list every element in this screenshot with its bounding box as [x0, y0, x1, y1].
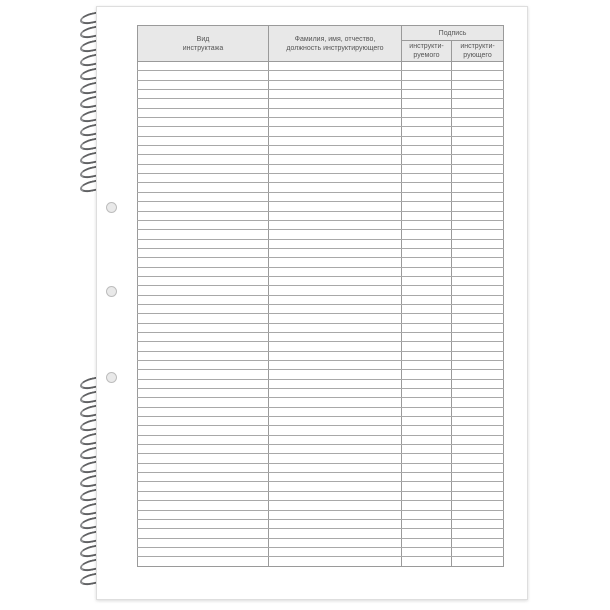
table-cell [452, 351, 504, 360]
table-cell [402, 258, 452, 267]
table-row [138, 454, 504, 463]
table-cell [402, 71, 452, 80]
table-row [138, 510, 504, 519]
table-cell [269, 332, 402, 341]
table-cell [138, 230, 269, 239]
table-row [138, 417, 504, 426]
table-body [138, 62, 504, 567]
table-cell [269, 295, 402, 304]
table-cell [269, 239, 402, 248]
table-row [138, 445, 504, 454]
table-cell [138, 239, 269, 248]
table-cell [402, 473, 452, 482]
table-cell [402, 445, 452, 454]
table-cell [452, 389, 504, 398]
table-cell [402, 211, 452, 220]
table-cell [402, 435, 452, 444]
table-cell [402, 426, 452, 435]
table-cell [402, 501, 452, 510]
table-cell [402, 136, 452, 145]
table-row [138, 304, 504, 313]
table-cell [452, 183, 504, 192]
table-row [138, 276, 504, 285]
table-cell [269, 127, 402, 136]
table-cell [269, 463, 402, 472]
table-cell [269, 501, 402, 510]
table-cell [402, 547, 452, 556]
table-cell [402, 80, 452, 89]
table-cell [452, 407, 504, 416]
table-row [138, 108, 504, 117]
table-cell [269, 304, 402, 313]
table-row [138, 332, 504, 341]
table-row [138, 370, 504, 379]
table-cell [452, 417, 504, 426]
table-cell [269, 146, 402, 155]
table-cell [138, 127, 269, 136]
table-cell [269, 80, 402, 89]
table-cell [452, 118, 504, 127]
table-cell [269, 370, 402, 379]
table-cell [138, 351, 269, 360]
table-row [138, 519, 504, 528]
table-cell [452, 426, 504, 435]
table-cell [402, 454, 452, 463]
table-cell [138, 426, 269, 435]
table-cell [402, 146, 452, 155]
table-row [138, 118, 504, 127]
table-cell [402, 220, 452, 229]
table-cell [138, 164, 269, 173]
table-row [138, 99, 504, 108]
header-signature-instructor: инструкти- рующего [452, 41, 504, 62]
table-cell [402, 351, 452, 360]
table-cell [269, 220, 402, 229]
table-cell [138, 155, 269, 164]
table-cell [402, 370, 452, 379]
table-cell [269, 136, 402, 145]
table-cell [269, 361, 402, 370]
table-cell [269, 99, 402, 108]
table-cell [138, 99, 269, 108]
table-cell [452, 463, 504, 472]
table-cell [269, 62, 402, 71]
table-cell [452, 80, 504, 89]
table-cell [269, 314, 402, 323]
table-cell [138, 417, 269, 426]
table-cell [138, 267, 269, 276]
table-cell [452, 538, 504, 547]
table-cell [269, 389, 402, 398]
table-cell [402, 99, 452, 108]
table-row [138, 155, 504, 164]
table-cell [269, 519, 402, 528]
table-cell [138, 529, 269, 538]
table-cell [269, 473, 402, 482]
table-cell [269, 557, 402, 566]
table-row [138, 314, 504, 323]
table-cell [452, 323, 504, 332]
table-cell [402, 108, 452, 117]
table-cell [452, 445, 504, 454]
table-cell [402, 164, 452, 173]
table-cell [269, 342, 402, 351]
table-cell [452, 146, 504, 155]
table-cell [452, 127, 504, 136]
table-row [138, 174, 504, 183]
table-cell [452, 220, 504, 229]
table-cell [452, 62, 504, 71]
table-row [138, 323, 504, 332]
table-cell [402, 62, 452, 71]
table-cell [269, 108, 402, 117]
table-cell [269, 118, 402, 127]
table-row [138, 426, 504, 435]
table-cell [452, 501, 504, 510]
table-cell [269, 71, 402, 80]
table-cell [138, 557, 269, 566]
table-cell [402, 379, 452, 388]
table-cell [452, 239, 504, 248]
table-cell [452, 529, 504, 538]
table-cell [402, 118, 452, 127]
table-cell [138, 538, 269, 547]
table-cell [402, 557, 452, 566]
table-cell [138, 258, 269, 267]
table-row [138, 295, 504, 304]
table-row [138, 361, 504, 370]
table-row [138, 202, 504, 211]
table-cell [138, 146, 269, 155]
table-cell [138, 463, 269, 472]
table-cell [138, 398, 269, 407]
table-cell [452, 286, 504, 295]
table-cell [402, 295, 452, 304]
table-cell [138, 286, 269, 295]
table-cell [452, 473, 504, 482]
table-cell [138, 501, 269, 510]
table-cell [138, 314, 269, 323]
header-briefing-type: Вид инструктажа [138, 26, 269, 62]
table-row [138, 90, 504, 99]
table-cell [452, 519, 504, 528]
table-cell [402, 202, 452, 211]
table-row [138, 398, 504, 407]
table-cell [452, 155, 504, 164]
table-cell [269, 323, 402, 332]
table-row [138, 351, 504, 360]
table-cell [402, 538, 452, 547]
table-cell [402, 407, 452, 416]
table-cell [269, 510, 402, 519]
table-cell [138, 547, 269, 556]
table-cell [138, 454, 269, 463]
table-row [138, 557, 504, 566]
table-row [138, 538, 504, 547]
table-cell [138, 510, 269, 519]
table-cell [138, 174, 269, 183]
table-cell [269, 267, 402, 276]
table-cell [452, 174, 504, 183]
table-cell [269, 454, 402, 463]
table-row [138, 62, 504, 71]
table-cell [402, 127, 452, 136]
table-cell [269, 379, 402, 388]
table-row [138, 183, 504, 192]
table-cell [138, 379, 269, 388]
table-cell [402, 239, 452, 248]
table-cell [402, 267, 452, 276]
table-cell [269, 183, 402, 192]
table-cell [138, 445, 269, 454]
table-cell [269, 164, 402, 173]
table-cell [269, 202, 402, 211]
table-cell [138, 202, 269, 211]
table-row [138, 435, 504, 444]
table-cell [138, 323, 269, 332]
table-cell [138, 342, 269, 351]
table-cell [402, 342, 452, 351]
table-row [138, 248, 504, 257]
table-cell [138, 295, 269, 304]
table-row [138, 473, 504, 482]
table-cell [269, 529, 402, 538]
table-cell [269, 286, 402, 295]
table-cell [138, 276, 269, 285]
table-cell [402, 230, 452, 239]
header-instructor-name: Фамилия, имя, отчество, должность инструктирующего [269, 26, 402, 62]
table-cell [452, 454, 504, 463]
table-cell [138, 62, 269, 71]
table-cell [269, 538, 402, 547]
table-cell [452, 557, 504, 566]
table-cell [138, 332, 269, 341]
table-cell [402, 510, 452, 519]
table-row [138, 192, 504, 201]
table-cell [452, 361, 504, 370]
table-row [138, 258, 504, 267]
table-row [138, 342, 504, 351]
table-cell [269, 192, 402, 201]
table-cell [269, 417, 402, 426]
table-cell [138, 407, 269, 416]
table-cell [269, 276, 402, 285]
table-row [138, 267, 504, 276]
table-cell [452, 267, 504, 276]
table-cell [402, 361, 452, 370]
table-cell [452, 491, 504, 500]
table-cell [138, 389, 269, 398]
table-cell [138, 435, 269, 444]
table-cell [269, 482, 402, 491]
table-cell [269, 230, 402, 239]
table-cell [452, 370, 504, 379]
table-cell [452, 230, 504, 239]
table-cell [138, 183, 269, 192]
table-cell [402, 323, 452, 332]
table-cell [452, 276, 504, 285]
table-cell [402, 417, 452, 426]
table-cell [452, 342, 504, 351]
table-row [138, 80, 504, 89]
table-cell [402, 192, 452, 201]
table-cell [138, 90, 269, 99]
table-cell [269, 398, 402, 407]
table-cell [138, 304, 269, 313]
table-cell [269, 445, 402, 454]
table-cell [138, 220, 269, 229]
table-cell [452, 295, 504, 304]
table-cell [452, 90, 504, 99]
table-cell [452, 108, 504, 117]
table-row [138, 491, 504, 500]
table-cell [402, 304, 452, 313]
table-cell [402, 174, 452, 183]
table-cell [452, 510, 504, 519]
table-cell [402, 463, 452, 472]
table-cell [452, 304, 504, 313]
table-cell [269, 435, 402, 444]
table-cell [138, 473, 269, 482]
table-row [138, 407, 504, 416]
table-cell [269, 211, 402, 220]
punch-hole-middle [106, 286, 117, 297]
table-cell [402, 482, 452, 491]
table-cell [138, 248, 269, 257]
table-cell [138, 482, 269, 491]
table-row [138, 463, 504, 472]
table-cell [138, 118, 269, 127]
table-cell [138, 370, 269, 379]
table-cell [269, 90, 402, 99]
table-cell [402, 519, 452, 528]
table-row [138, 230, 504, 239]
table-cell [402, 491, 452, 500]
table-cell [138, 519, 269, 528]
table-cell [269, 426, 402, 435]
table-cell [269, 174, 402, 183]
table-cell [138, 192, 269, 201]
table-cell [138, 80, 269, 89]
table-cell [452, 248, 504, 257]
table-cell [138, 491, 269, 500]
table-cell [402, 389, 452, 398]
table-cell [402, 183, 452, 192]
table-cell [402, 248, 452, 257]
table-cell [452, 435, 504, 444]
table-cell [269, 547, 402, 556]
table-cell [138, 71, 269, 80]
table-row [138, 164, 504, 173]
table-row [138, 136, 504, 145]
table-row [138, 71, 504, 80]
table-cell [452, 379, 504, 388]
table-cell [402, 398, 452, 407]
table-row [138, 127, 504, 136]
table-cell [452, 211, 504, 220]
header-signature: Подпись [402, 26, 504, 41]
header-signature-instructed: инструкти- руемого [402, 41, 452, 62]
table-row [138, 239, 504, 248]
table-cell [452, 136, 504, 145]
table-row [138, 220, 504, 229]
table-cell [138, 361, 269, 370]
table-row [138, 286, 504, 295]
table-cell [452, 71, 504, 80]
table-cell [452, 99, 504, 108]
table-row [138, 482, 504, 491]
table-cell [452, 314, 504, 323]
table-cell [402, 286, 452, 295]
table-cell [402, 332, 452, 341]
table-cell [452, 547, 504, 556]
table-cell [402, 155, 452, 164]
table-cell [402, 529, 452, 538]
table-row [138, 146, 504, 155]
table-cell [269, 491, 402, 500]
punch-hole-top [106, 202, 117, 213]
table-cell [269, 351, 402, 360]
table-cell [452, 482, 504, 491]
table-row [138, 389, 504, 398]
briefing-log-table [137, 25, 504, 567]
table-cell [402, 314, 452, 323]
table-row [138, 547, 504, 556]
table-cell [138, 211, 269, 220]
table-cell [452, 332, 504, 341]
table-row [138, 501, 504, 510]
table-row [138, 211, 504, 220]
table-cell [452, 202, 504, 211]
table-cell [269, 407, 402, 416]
table-row [138, 529, 504, 538]
table-row [138, 379, 504, 388]
table-cell [138, 108, 269, 117]
table-cell [402, 276, 452, 285]
table-cell [269, 155, 402, 164]
punch-hole-bottom [106, 372, 117, 383]
table-cell [402, 90, 452, 99]
table-cell [452, 398, 504, 407]
table-cell [269, 248, 402, 257]
table-cell [269, 258, 402, 267]
table-cell [138, 136, 269, 145]
table-cell [452, 192, 504, 201]
table-cell [452, 258, 504, 267]
table-cell [452, 164, 504, 173]
